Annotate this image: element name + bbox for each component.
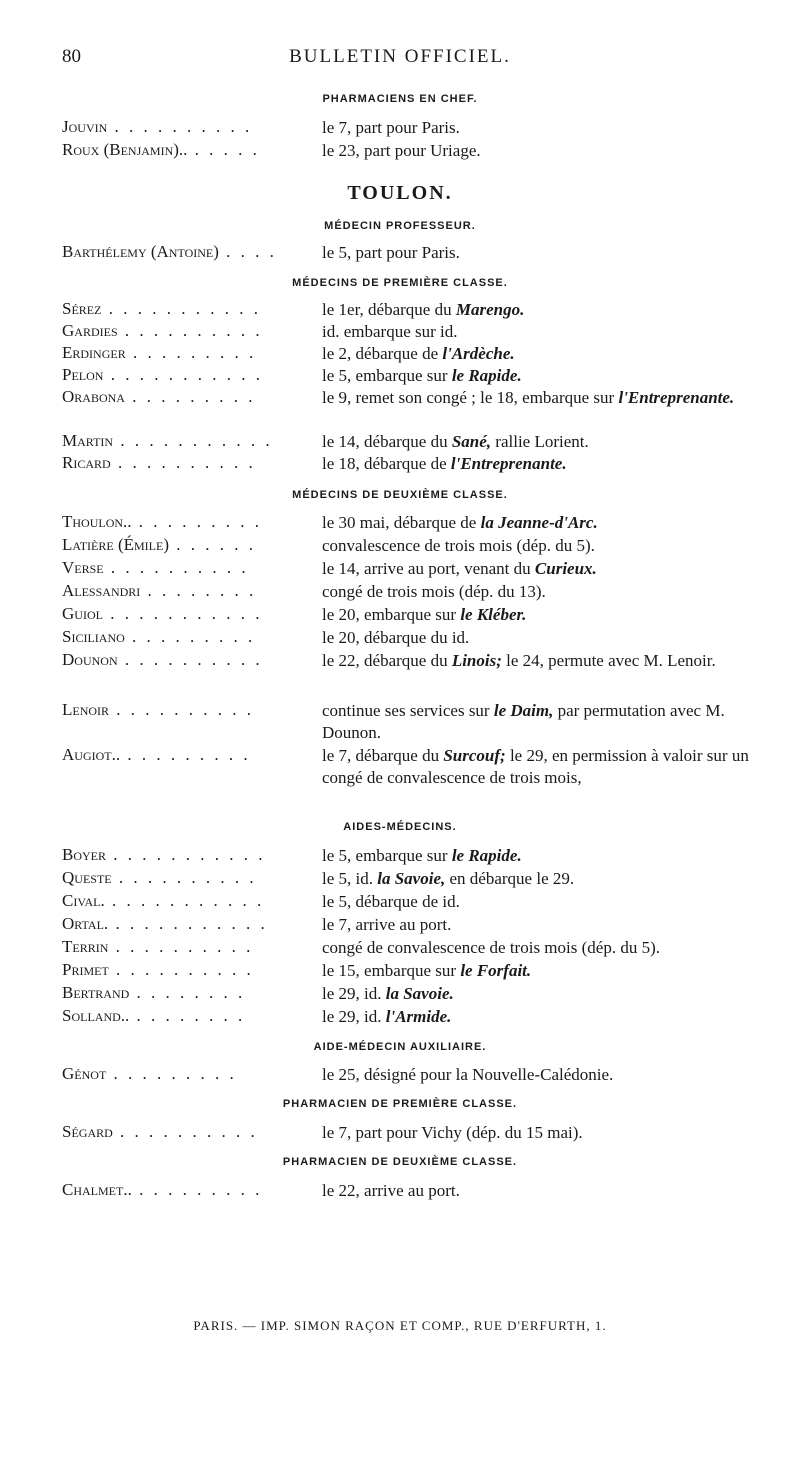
entry-boyer: Boyer . . . . . . . . . . . le 5, embarque sur le Rapide.: [62, 845, 522, 865]
ship-name: l'Entreprenante.: [618, 388, 735, 407]
ship-name: le Forfait.: [460, 961, 532, 980]
page-header: [0, 46, 800, 72]
section-heading-med-1: MÉDECINS DE PREMIÈRE CLASSE.: [292, 277, 508, 289]
entry-text: convalescence de trois mois (dép. du 5).: [322, 536, 595, 555]
entry-gardies: Gardies . . . . . . . . . . id. embarque sur id.: [0, 321, 800, 345]
entry-name: Roux (Benjamin)..: [62, 140, 188, 159]
entry-text: le 1er, débarque du: [322, 300, 456, 319]
entry-lenoir: Lenoir . . . . . . . . . . continue ses services sur le Daim, par permutation avec M. Dounon.: [62, 700, 725, 742]
entry-name: Gardies: [62, 321, 118, 340]
entry-text: le 5, part pour Paris.: [322, 243, 460, 262]
section-heading-med-prof: MÉDECIN PROFESSEUR.: [324, 220, 476, 232]
entry-text: le 5, id.: [322, 869, 378, 888]
entry-name: Bertrand: [62, 983, 130, 1002]
ship-name: le Rapide.: [451, 366, 522, 385]
entry-thoulon: Thoulon.. . . . . . . . . . le 30 mai, débarque de la Jeanne-d'Arc.: [62, 512, 598, 532]
ship-name: la Jeanne-d'Arc.: [480, 513, 598, 532]
entry-text: le 5, embarque sur: [322, 366, 452, 385]
entry-verse: Verse . . . . . . . . . . le 14, arrive au port, venant du Curieux.: [62, 558, 597, 578]
entry-orabona: Orabona . . . . . . . . . le 9, remet son congé ; le 18, embarque sur l'Entreprenante.: [62, 387, 735, 407]
ship-name: Marengo.: [455, 300, 525, 319]
entry-name: Sérez: [62, 299, 102, 318]
entry-siciliano: Siciliano . . . . . . . . . le 20, débarque du id.: [0, 627, 800, 651]
section-heading-med-2: MÉDECINS DE DEUXIÈME CLASSE.: [292, 489, 508, 501]
entry-latiere: Latière (Émile) . . . . . . convalescence de trois mois (dép. du 5).: [0, 535, 800, 559]
entry-pelon: Pelon . . . . . . . . . . . le 5, embarque sur le Rapide.: [62, 365, 522, 385]
entry-name: Alessandri: [62, 581, 141, 600]
entry-name: Queste: [62, 868, 112, 887]
entry-name: Chalmet..: [62, 1180, 132, 1199]
entry-text: le 7, débarque du: [322, 746, 444, 765]
entry-jouvin: Jouvin . . . . . . . . . . le 7, part pour Paris.: [0, 117, 800, 141]
entry-roux: Roux (Benjamin).. . . . . . le 23, part pour Uriage.: [0, 140, 800, 164]
entry-text: le 5, débarque de id.: [322, 892, 460, 911]
section-heading-pharm-chef: PHARMACIENS EN CHEF.: [322, 93, 478, 105]
entry-text: le 22, arrive au port.: [322, 1181, 460, 1200]
section-heading-pharm-1: PHARMACIEN DE PREMIÈRE CLASSE.: [282, 1098, 518, 1110]
section-heading-pharm-2: PHARMACIEN DE DEUXIÈME CLASSE.: [282, 1156, 518, 1168]
entry-text: le 7, part pour Vichy (dép. du 15 mai).: [322, 1123, 583, 1142]
entry-name: Jouvin: [62, 117, 108, 136]
entry-text: le 20, embarque sur: [322, 605, 461, 624]
entry-chalmet: Chalmet.. . . . . . . . . . le 22, arrive au port.: [0, 1180, 800, 1204]
entry-name: Ortal.: [62, 914, 109, 933]
entry-primet: Primet . . . . . . . . . . le 15, embarque sur le Forfait.: [62, 960, 532, 980]
ship-name: la Savoie,: [377, 869, 446, 888]
entry-martin: Martin . . . . . . . . . . . le 14, débarque du Sané, rallie Lorient.: [62, 431, 589, 451]
page-number: 80: [62, 46, 81, 67]
entry-name: Cival.: [62, 891, 105, 910]
ship-name: Surcouf;: [443, 746, 506, 765]
printer-footer: PARIS. — IMP. SIMON RAÇON ET COMP., RUE D'ERFURTH, 1.: [193, 1318, 607, 1333]
entry-text: le 14, arrive au port, venant du: [322, 559, 535, 578]
ship-name: le Rapide.: [451, 846, 522, 865]
entry-name: Martin: [62, 431, 114, 450]
entry-guiol: Guiol . . . . . . . . . . . le 20, embarque sur le Kléber.: [62, 604, 527, 624]
entry-name: Erdinger: [62, 343, 126, 362]
entry-name: Orabona: [62, 387, 125, 406]
entry-text: continue ses services sur: [322, 701, 494, 720]
entry-text: le 22, débarque du: [322, 651, 452, 670]
entry-text: id. embarque sur id.: [322, 322, 458, 341]
ship-name: le Daim,: [493, 701, 554, 720]
ship-name: la Savoie.: [385, 984, 454, 1003]
entry-text: le 7, part pour Paris.: [322, 118, 460, 137]
city-heading: TOULON.: [347, 182, 453, 204]
entry-name: Ricard: [62, 453, 111, 472]
entry-segard: Ségard . . . . . . . . . . le 7, part pour Vichy (dép. du 15 mai).: [0, 1122, 800, 1146]
entry-genot: Génot . . . . . . . . . le 25, désigné pour la Nouvelle-Calédonie.: [0, 1064, 800, 1088]
entry-name: Terrin: [62, 937, 109, 956]
entry-ricard: Ricard . . . . . . . . . . le 18, débarque de l'Entreprenante.: [62, 453, 567, 473]
entry-queste: Queste . . . . . . . . . . le 5, id. la Savoie, en débarque le 29.: [62, 868, 575, 888]
running-title: BULLETIN OFFICIEL.: [289, 46, 511, 67]
entry-name: Siciliano: [62, 627, 125, 646]
entry-solland: Solland.. . . . . . . . . le 29, id. l'Armide.: [62, 1006, 452, 1026]
entry-name: Pelon: [62, 365, 104, 384]
entry-augiot: Augiot.. . . . . . . . . . le 7, débarque du Surcouf; le 29, en permission à valoir sur un congé de convalescence de trois mois,: [62, 745, 749, 787]
entry-text: le 29, id.: [322, 1007, 386, 1026]
entry-dounon: Dounon . . . . . . . . . . le 22, débarque du Linois; le 24, permute avec M. Lenoir.: [62, 650, 716, 670]
entry-alessandri: Alessandri . . . . . . . . congé de trois mois (dép. du 13).: [0, 581, 800, 605]
entry-name: Boyer: [62, 845, 107, 864]
entry-text: le 23, part pour Uriage.: [322, 141, 481, 160]
entry-name: Lenoir: [62, 700, 110, 719]
entry-text: le 18, débarque de: [322, 454, 451, 473]
entry-name: Génot: [62, 1064, 107, 1083]
entry-name: Primet: [62, 960, 109, 979]
entry-name: Ségard: [62, 1122, 113, 1141]
entry-name: Guiol: [62, 604, 103, 623]
ship-name: l'Armide.: [385, 1007, 452, 1026]
entry-text: le 29, id.: [322, 984, 386, 1003]
entry-name: Solland..: [62, 1006, 130, 1025]
ship-name: le Kléber.: [460, 605, 527, 624]
entry-text: le 7, arrive au port.: [322, 915, 452, 934]
entry-text: le 15, embarque sur: [322, 961, 461, 980]
ship-name: Linois;: [451, 651, 502, 670]
section-heading-aides: AIDES-MÉDECINS.: [343, 821, 457, 833]
entry-text: le 9, remet son congé ; le 18, embarque sur: [322, 388, 619, 407]
entry-text: le 5, embarque sur: [322, 846, 452, 865]
entry-name: Dounon: [62, 650, 118, 669]
section-heading-aide-auxiliaire: AIDE-MÉDECIN AUXILIAIRE.: [313, 1041, 487, 1053]
entry-terrin: Terrin . . . . . . . . . . congé de convalescence de trois mois (dép. du 5).: [0, 937, 800, 961]
entry-text: congé de trois mois (dép. du 13).: [322, 582, 546, 601]
ship-name: Curieux.: [534, 559, 597, 578]
entry-text: congé de convalescence de trois mois (dép. du 5).: [322, 938, 660, 957]
entry-barthelemy: Barthélemy (Antoine) . . . . le 5, part pour Paris.: [0, 242, 800, 266]
entry-name: Augiot..: [62, 745, 121, 764]
entry-bertrand: Bertrand . . . . . . . . le 29, id. la Savoie.: [62, 983, 454, 1003]
entry-text: le 20, débarque du id.: [322, 628, 470, 647]
entry-name: Latière (Émile): [62, 535, 169, 554]
ship-name: Sané,: [451, 432, 492, 451]
entry-text: le 2, débarque de: [322, 344, 443, 363]
entry-text: le 14, débarque du: [322, 432, 452, 451]
entry-name: Verse: [62, 558, 104, 577]
ship-name: l'Entreprenante.: [450, 454, 567, 473]
entry-ortal: Ortal. . . . . . . . . . . . le 7, arrive au port.: [0, 914, 800, 938]
entry-cival: Cival. . . . . . . . . . . . le 5, débarque de id.: [0, 891, 800, 915]
entry-name: Thoulon..: [62, 512, 132, 531]
entry-text: le 30 mai, débarque de: [322, 513, 481, 532]
entry-erdinger: Erdinger . . . . . . . . . le 2, débarque de l'Ardèche.: [62, 343, 515, 363]
entry-text: le 25, désigné pour la Nouvelle-Calédonie.: [322, 1065, 614, 1084]
ship-name: l'Ardèche.: [442, 344, 515, 363]
entry-name: Barthélemy (Antoine): [62, 242, 219, 261]
entry-serez: Sérez . . . . . . . . . . . le 1er, débarque du Marengo.: [62, 299, 525, 319]
